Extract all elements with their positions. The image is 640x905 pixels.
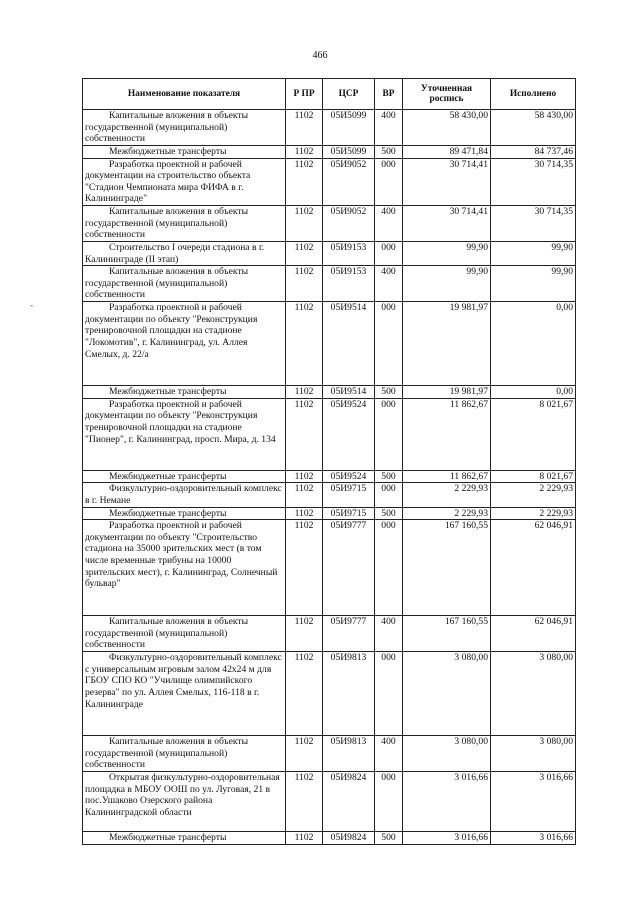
row-vr: 400: [375, 205, 403, 241]
row-rpr: 1102: [286, 302, 323, 386]
table-row: [83, 398, 576, 470]
row-rpr: 1102: [286, 520, 323, 616]
row-csr: 05И5099: [323, 110, 375, 146]
row-plan: 30 714,41: [403, 158, 491, 205]
row-vr: 000: [375, 302, 403, 386]
row-rpr: 1102: [286, 398, 323, 470]
row-rpr: 1102: [286, 266, 323, 302]
row-csr: 05И9052: [323, 205, 375, 241]
row-plan: 3 016,66: [403, 832, 491, 845]
row-plan: 167 160,55: [403, 616, 491, 652]
row-csr: 05И9514: [323, 302, 375, 386]
row-name: Капитальные вложения в объекты государственной (муниципальной) собственности: [83, 110, 286, 146]
row-plan: 11 862,67: [403, 470, 491, 483]
row-name: Капитальные вложения в объекты государственной (муниципальной) собственности: [83, 736, 286, 772]
row-vr: 400: [375, 110, 403, 146]
row-name: Физкультурно-оздоровительный комплекс в г. Немане: [83, 483, 286, 507]
row-done: 3 016,66: [491, 772, 576, 832]
row-name: Капитальные вложения в объекты государственной (муниципальной) собственности: [83, 266, 286, 302]
row-vr: 000: [375, 241, 403, 265]
row-csr: 05И9777: [323, 520, 375, 616]
header-plan: Уточненная роспись: [403, 79, 491, 110]
table-row: [83, 520, 576, 616]
row-plan: 19 981,97: [403, 386, 491, 399]
row-vr: 500: [375, 470, 403, 483]
row-done: 99,90: [491, 266, 576, 302]
row-done: 8 021,67: [491, 398, 576, 470]
row-csr: 05И9052: [323, 158, 375, 205]
row-name: Строительство I очереди стадиона в г. Калининграде (II этап): [83, 241, 286, 265]
row-done: 62 046,91: [491, 616, 576, 652]
margin-mark: -: [30, 300, 33, 310]
row-done: 62 046,91: [491, 520, 576, 616]
row-name: Разработка проектной и рабочей документации по объекту "Реконструкция тренировочной площадки на стадионе "Пионер", г. Калининград, просп. Мира, д. 134: [83, 398, 286, 470]
row-rpr: 1102: [286, 832, 323, 845]
row-csr: 05И9524: [323, 470, 375, 483]
row-done: 2 229,93: [491, 507, 576, 520]
row-csr: 05И9524: [323, 398, 375, 470]
table-row: [83, 241, 576, 265]
row-done: 3 080,00: [491, 736, 576, 772]
table-row: [83, 652, 576, 736]
row-done: 3 080,00: [491, 652, 576, 736]
table-row: [83, 302, 576, 386]
row-csr: 05И9777: [323, 616, 375, 652]
row-rpr: 1102: [286, 386, 323, 399]
table-row: [83, 266, 576, 302]
table-row: [83, 205, 576, 241]
row-done: 30 714,35: [491, 205, 576, 241]
row-plan: 30 714,41: [403, 205, 491, 241]
row-done: 0,00: [491, 302, 576, 386]
row-vr: 500: [375, 386, 403, 399]
table-row: [83, 616, 576, 652]
row-csr: 05И9153: [323, 266, 375, 302]
table-row: [83, 158, 576, 205]
row-csr: 05И9824: [323, 832, 375, 845]
row-name: Межбюджетные трансферты: [83, 386, 286, 399]
row-rpr: 1102: [286, 110, 323, 146]
row-name: Межбюджетные трансферты: [83, 832, 286, 845]
row-rpr: 1102: [286, 736, 323, 772]
table-row: [83, 146, 576, 159]
row-done: 84 737,46: [491, 146, 576, 159]
row-plan: 58 430,00: [403, 110, 491, 146]
row-done: 8 021,67: [491, 470, 576, 483]
row-csr: 05И9813: [323, 736, 375, 772]
budget-table: [82, 78, 576, 845]
row-name: Разработка проектной и рабочей документации на строительство объекта "Стадион Чемпионата мира ФИФА в г. Калининграде": [83, 158, 286, 205]
row-csr: 05И9715: [323, 507, 375, 520]
row-name: Разработка проектной и рабочей документации по объекту "Строительство стадиона на 35000 зрительских мест (в том числе временные трибуны на 10000 зрительских мест), г. Калининград, Солнечный бульвар": [83, 520, 286, 616]
row-done: 2 229,93: [491, 483, 576, 507]
header-row: [83, 79, 576, 110]
row-vr: 000: [375, 772, 403, 832]
row-plan: 89 471,84: [403, 146, 491, 159]
row-name: Межбюджетные трансферты: [83, 146, 286, 159]
row-rpr: 1102: [286, 241, 323, 265]
row-done: 3 016,66: [491, 832, 576, 845]
table-row: [83, 832, 576, 845]
row-vr: 400: [375, 266, 403, 302]
row-rpr: 1102: [286, 205, 323, 241]
row-vr: 000: [375, 398, 403, 470]
row-rpr: 1102: [286, 507, 323, 520]
row-done: 0,00: [491, 386, 576, 399]
header-vr: ВР: [375, 79, 403, 110]
row-plan: 99,90: [403, 266, 491, 302]
row-csr: 05И9813: [323, 652, 375, 736]
table-row: [83, 507, 576, 520]
table-row: [83, 483, 576, 507]
row-plan: 3 016,66: [403, 772, 491, 832]
row-vr: 000: [375, 483, 403, 507]
row-vr: 400: [375, 616, 403, 652]
row-plan: 3 080,00: [403, 736, 491, 772]
row-csr: 05И9824: [323, 772, 375, 832]
row-done: 30 714,35: [491, 158, 576, 205]
row-vr: 000: [375, 158, 403, 205]
row-name: Открытая физкультурно-оздоровительная площадка в МБОУ ООШ по ул. Луговая, 21 в пос.Ушаково Озерского района Калининградской области: [83, 772, 286, 832]
row-plan: 2 229,93: [403, 507, 491, 520]
row-csr: 05И5099: [323, 146, 375, 159]
row-done: 58 430,00: [491, 110, 576, 146]
row-rpr: 1102: [286, 652, 323, 736]
header-csr: ЦСР: [323, 79, 375, 110]
row-rpr: 1102: [286, 772, 323, 832]
row-name: Капитальные вложения в объекты государственной (муниципальной) собственности: [83, 205, 286, 241]
row-name: Физкультурно-оздоровительный комплекс с универсальным игровым залом 42х24 м для ГБОУ СПО КО "Училище олимпийского резерва" по ул. Аллея Смелых, 116-118 в г. Калининграде: [83, 652, 286, 736]
row-rpr: 1102: [286, 146, 323, 159]
header-done: Исполнено: [491, 79, 576, 110]
row-vr: 500: [375, 507, 403, 520]
header-name: Наименование показателя: [83, 79, 286, 110]
table-row: [83, 110, 576, 146]
row-name: Капитальные вложения в объекты государственной (муниципальной) собственности: [83, 616, 286, 652]
table-row: [83, 772, 576, 832]
table-row: [83, 386, 576, 399]
row-vr: 500: [375, 832, 403, 845]
row-plan: 11 862,67: [403, 398, 491, 470]
row-csr: 05И9514: [323, 386, 375, 399]
row-vr: 000: [375, 520, 403, 616]
row-rpr: 1102: [286, 616, 323, 652]
row-vr: 500: [375, 146, 403, 159]
row-plan: 99,90: [403, 241, 491, 265]
table-row: [83, 470, 576, 483]
table-body: [83, 110, 576, 845]
row-rpr: 1102: [286, 483, 323, 507]
page-number: 466: [312, 50, 328, 61]
row-csr: 05И9153: [323, 241, 375, 265]
row-csr: 05И9715: [323, 483, 375, 507]
row-name: Межбюджетные трансферты: [83, 507, 286, 520]
row-plan: 2 229,93: [403, 483, 491, 507]
table-row: [83, 736, 576, 772]
header-rpr: Р ПР: [286, 79, 323, 110]
row-plan: 167 160,55: [403, 520, 491, 616]
row-done: 99,90: [491, 241, 576, 265]
row-vr: 000: [375, 652, 403, 736]
row-rpr: 1102: [286, 158, 323, 205]
row-rpr: 1102: [286, 470, 323, 483]
row-name: Межбюджетные трансферты: [83, 470, 286, 483]
row-name: Разработка проектной и рабочей документации по объекту "Реконструкция тренировочной площадки на стадионе "Локомотив", г. Калининград, ул. Аллея Смелых, д. 22/а: [83, 302, 286, 386]
row-plan: 19 981,97: [403, 302, 491, 386]
row-plan: 3 080,00: [403, 652, 491, 736]
row-vr: 400: [375, 736, 403, 772]
